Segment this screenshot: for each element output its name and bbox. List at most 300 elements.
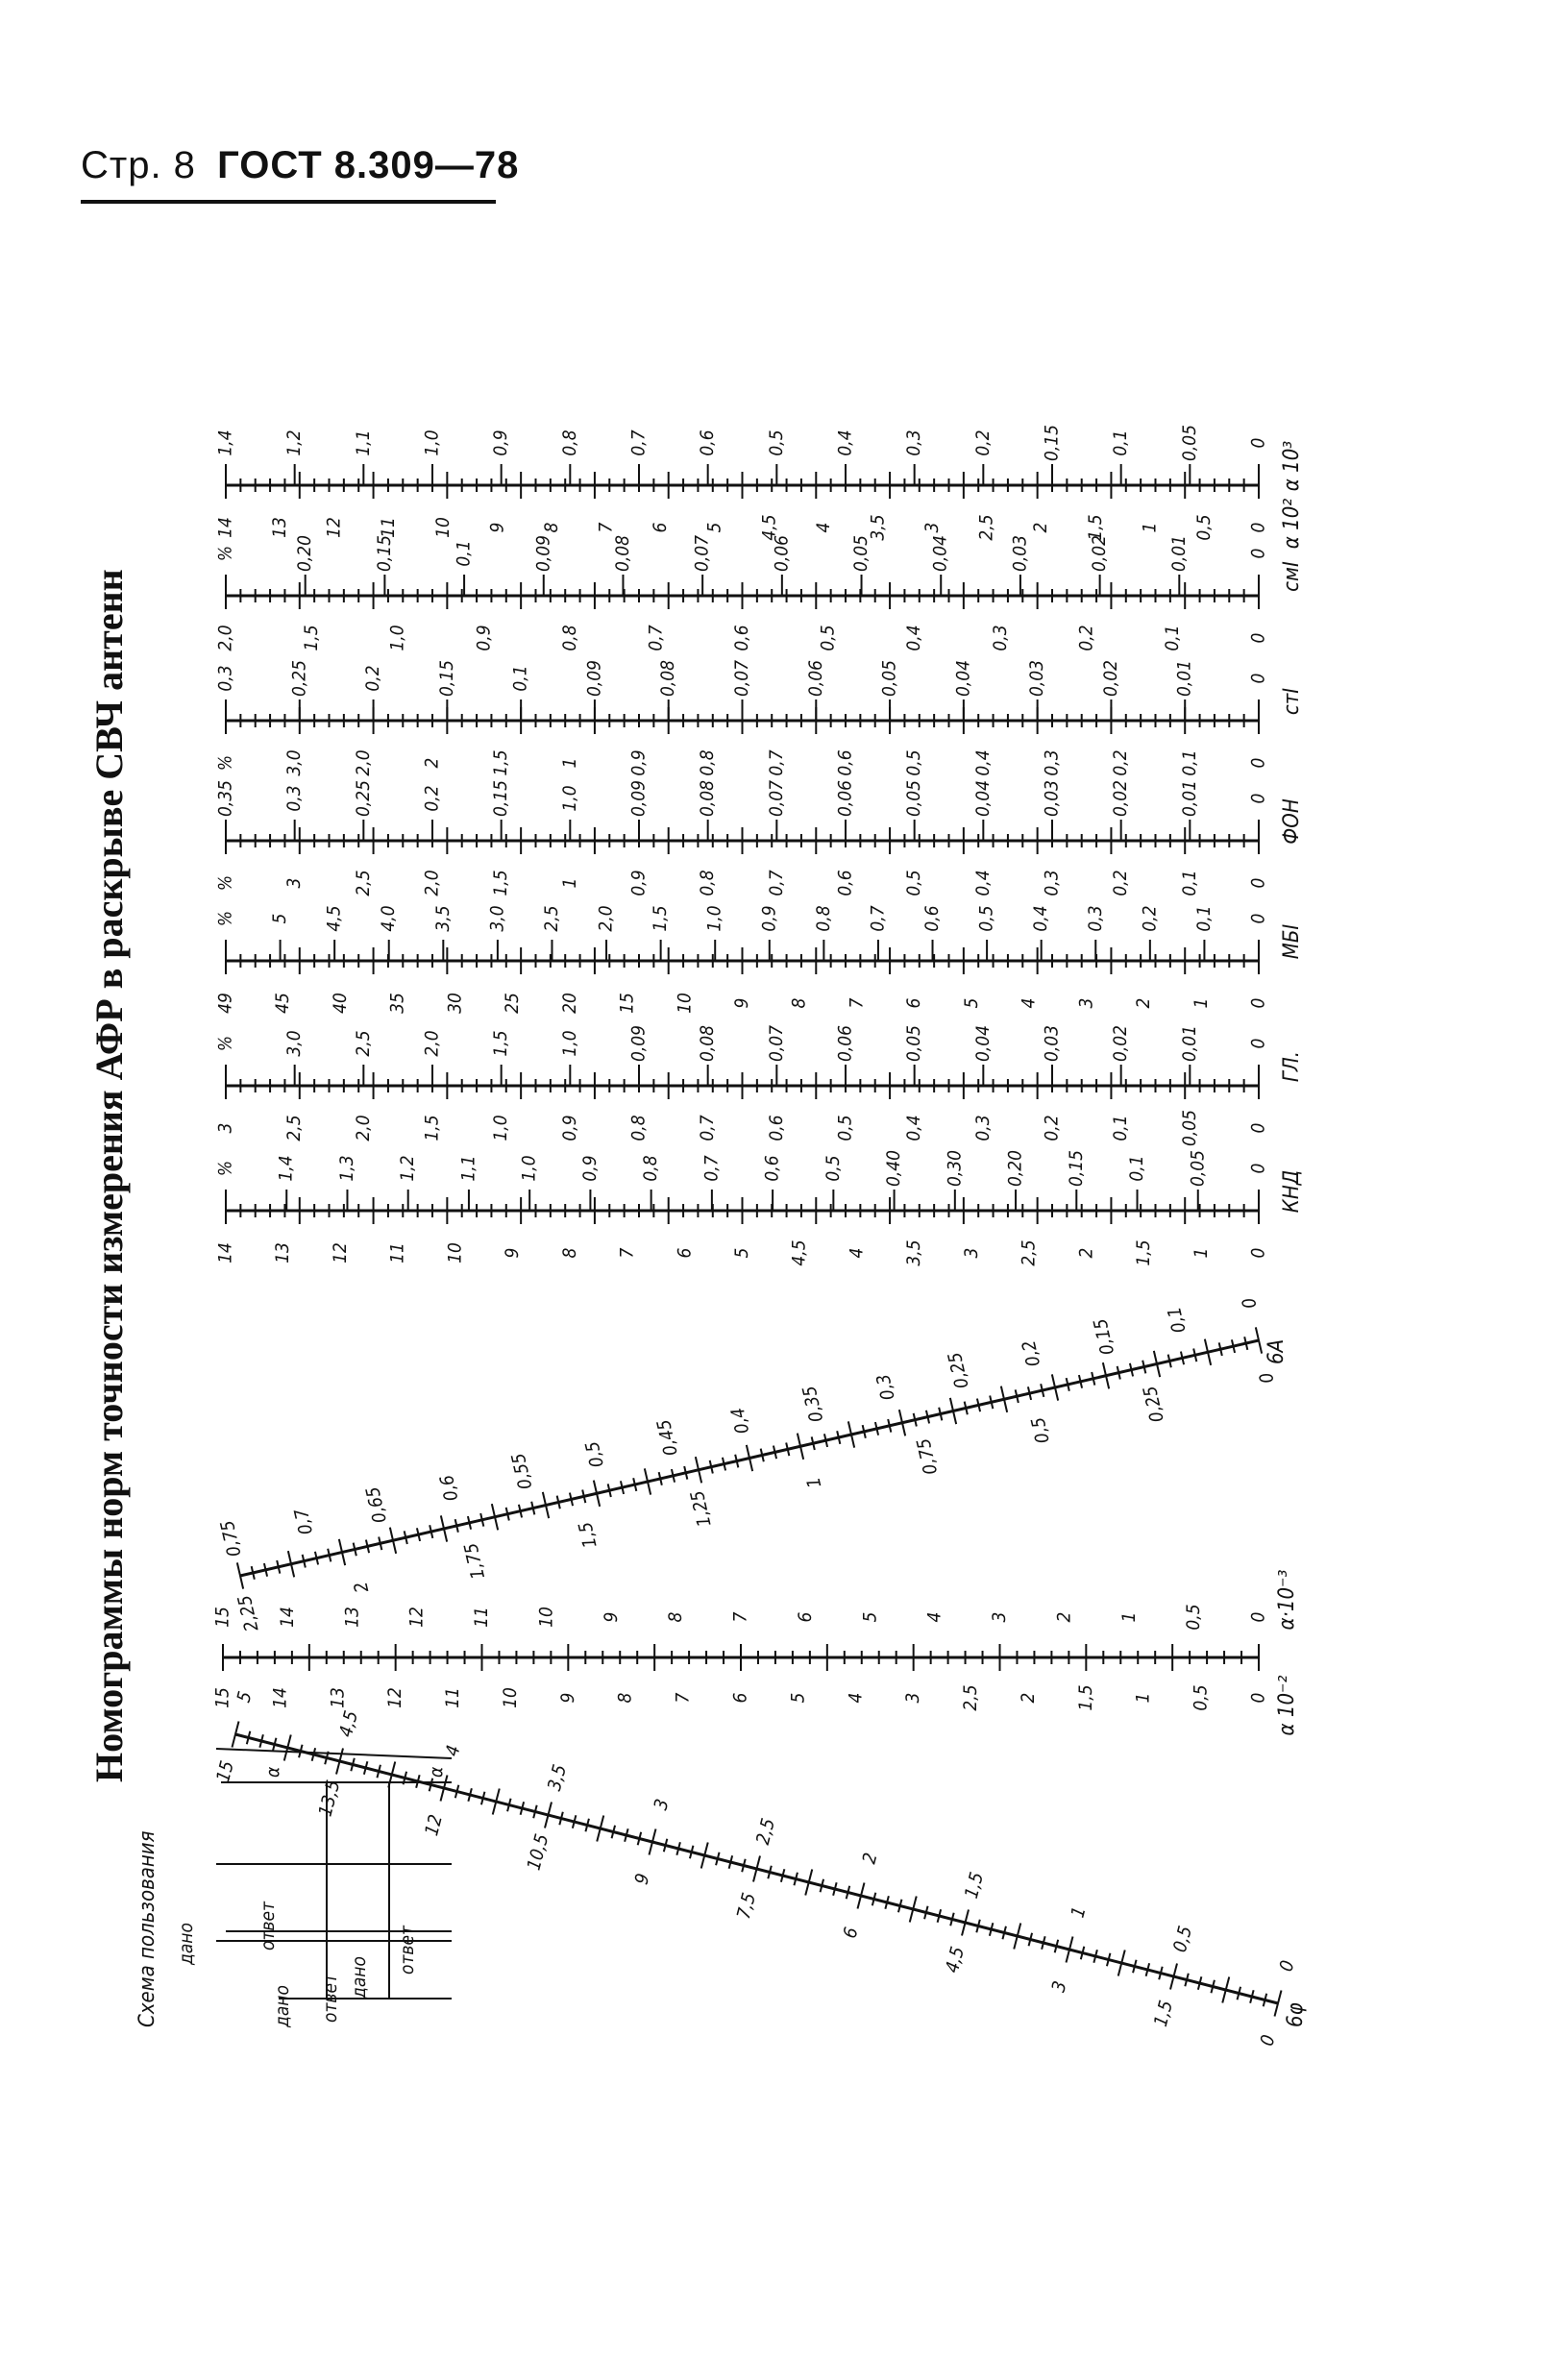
scale-bottom-label: 3,0 [283, 749, 306, 776]
scale-bottom-label: 2,5 [960, 1684, 982, 1711]
scale-top-label: 0,02 [1110, 1024, 1132, 1063]
lower-nomograms [212, 1295, 1309, 2048]
diag-top-label: 0,1 [1164, 1304, 1191, 1336]
diag-bottom-label: 12 [421, 1812, 447, 1838]
scale-top-label: 0,08 [611, 534, 633, 573]
scale-top-label: 0,05 [850, 534, 872, 573]
scale-top-label: 8 [665, 1611, 687, 1623]
diag-top-label: 2 [858, 1851, 882, 1867]
scale-top-label: 1 [1117, 1611, 1140, 1623]
scale-bottom-label: 5 [787, 1692, 809, 1704]
scale-top-label: 0,04 [971, 1024, 994, 1063]
diag-top-label: 0 [1275, 1958, 1299, 1975]
scale-bottom-label: 13 [269, 517, 291, 538]
scale-bottom-label: 15 [616, 993, 638, 1014]
scale-bottom-label: 1 [1190, 997, 1212, 1009]
scale-bottom-label: 2 [1075, 1247, 1097, 1259]
scale-bottom-label: 0,3 [971, 1115, 994, 1141]
scale-bottom-label: 30 [444, 993, 466, 1014]
scale-top-label: 15 [211, 1607, 233, 1628]
scale-top-label: 7 [729, 1611, 751, 1623]
scale-bottom-label: 0 [1247, 632, 1269, 644]
scale-bottom-label: 0,9 [627, 870, 650, 896]
scale-top-label: 0,8 [558, 429, 580, 456]
scale-top-label: 0,05 [1178, 424, 1200, 462]
scale-top-label: 0,5 [765, 429, 787, 456]
scale-top-label: 0,4 [834, 429, 856, 456]
scale-bottom-label: 0 [1247, 757, 1269, 769]
diag-name: 6А [1265, 1338, 1289, 1364]
scale-bottom-label: 0,4 [971, 749, 994, 776]
scale-top-label: 9 [600, 1611, 622, 1623]
scale-bottom-label: 2 [421, 757, 443, 769]
diag-top-label: 0,45 [652, 1417, 682, 1459]
scale-top-label: 0,04 [952, 659, 974, 698]
scale-top-label: 2,5 [540, 905, 562, 932]
scale-bottom-label: 11 [442, 1687, 464, 1708]
scale-bottom-label: 3,5 [903, 1239, 925, 1266]
schema-label: α [426, 1766, 447, 1778]
scale-top-label: 10 [535, 1607, 557, 1628]
scale-top-label: 0,15 [373, 534, 395, 573]
scale-bottom-label: 1,5 [490, 749, 512, 776]
scale-bottom-label: 15 [211, 1687, 233, 1708]
scale-bottom-label: 6 [903, 997, 925, 1009]
scale-bottom-label: 11 [378, 517, 400, 538]
diag-name: 6φ [1284, 2002, 1308, 2027]
scale-top-label: 0,09 [627, 1024, 650, 1063]
scale-bottom-label: 4,5 [788, 1239, 810, 1266]
scale-top-label: 0,8 [812, 905, 834, 932]
scale-gl [215, 1025, 1305, 1146]
scale-top-label: 1,3 [335, 1155, 357, 1182]
diag-top-label: 0,4 [726, 1405, 754, 1436]
scale-top-label: 0 [1247, 1163, 1269, 1174]
scale-top-label: 11 [471, 1607, 492, 1628]
scale-bottom-label: 0 [1247, 1247, 1269, 1259]
scale-bottom-label: 3 [960, 1247, 982, 1259]
diag-bottom-label: 1,75 [460, 1540, 490, 1582]
scale-bottom-label: 40 [329, 993, 351, 1014]
scale-top-label: 0,03 [1041, 1024, 1063, 1063]
diag-top-label: 0,7 [290, 1506, 317, 1537]
scale-top-label: 13 [341, 1607, 363, 1628]
scale-top-label: 0,01 [1178, 1024, 1200, 1063]
scale-name: α·10⁻³ [1275, 1569, 1299, 1631]
scale-top-label: 0,35 [214, 779, 236, 818]
scale-top-label: 0,03 [1026, 659, 1048, 698]
scale-top-label: 0,40 [883, 1149, 905, 1188]
scale-bottom-label: 10 [444, 1242, 466, 1264]
scale-top-label: 3,0 [283, 1030, 306, 1057]
scale-top-label: 2,5 [352, 1030, 374, 1057]
scale-top-label: 0,3 [214, 665, 236, 692]
diag-bottom-label: 3 [1047, 1978, 1071, 1995]
scale-bottom-label: 0 [1247, 997, 1269, 1009]
scale-bottom-label: 0,8 [627, 1115, 650, 1141]
scale-top-label: 0,3 [1084, 905, 1106, 932]
scale-top-label: 1,5 [650, 905, 672, 932]
scale-top-label: 0,08 [657, 659, 679, 698]
scale-top-label: 0,08 [697, 1024, 719, 1063]
schema-label: дано [272, 1985, 293, 2027]
scale-bottom-label: 7 [595, 522, 617, 533]
scale-bottom-label: 9 [502, 1247, 524, 1259]
scale-name-bottom: α 10² [1280, 498, 1304, 550]
scale-top-label: 0,09 [583, 659, 605, 698]
scale-top-label: 0,1 [1110, 429, 1132, 456]
scale-top-label: 1,0 [421, 429, 443, 456]
scale-fon [215, 780, 1305, 896]
scale-top-label: 0,25 [288, 659, 310, 698]
scale-bottom-label: 0,5 [1190, 1684, 1212, 1711]
scale-bottom-label: 14 [214, 517, 236, 538]
scale-top-label: 0,09 [627, 779, 650, 818]
scale-bottom-label: 0,8 [558, 625, 580, 651]
upper-nomograms [215, 425, 1305, 1266]
schema-label: ответ [397, 1926, 418, 1975]
page-number: Стр. 8 [81, 144, 196, 186]
scale-top-label: % [214, 1160, 236, 1177]
scale-top-label: 0,5 [822, 1155, 844, 1182]
scale-top-label: 0,3 [283, 785, 306, 812]
scale-bottom-label: 12 [323, 517, 345, 538]
scale-top-label: 0,2 [971, 429, 994, 456]
scale-bottom-label: 3 [1075, 997, 1097, 1009]
scale-bottom-label: % [214, 754, 236, 772]
scale-top-label: 0,05 [903, 1024, 925, 1063]
scale-bottom-label: 20 [558, 993, 580, 1014]
scale-bottom-label: 2,5 [352, 870, 374, 896]
scale-name: стI [1280, 687, 1304, 716]
scale-name: ФОН [1280, 798, 1304, 845]
diag-bottom-label: 15 [212, 1758, 238, 1784]
scale-top-label: 0,8 [640, 1155, 662, 1182]
scale-bottom-label: 0,6 [731, 625, 752, 651]
scale-top-label: 0,30 [944, 1149, 966, 1188]
scale-bottom-label: 49 [214, 993, 236, 1014]
diag-bottom-label: 0,25 [1139, 1384, 1168, 1425]
scale-top-label: 1,0 [703, 905, 725, 932]
scale-top-label: 0 [1247, 437, 1269, 449]
scale-name-bottom: α 10⁻² [1275, 1675, 1299, 1736]
diag-top-label: 1,5 [960, 1870, 989, 1902]
scale-top-label: 5 [269, 913, 291, 924]
schema-label: α [262, 1766, 283, 1778]
diag-top-label: 0,5 [581, 1438, 608, 1470]
scale-top-label: 0,15 [1041, 424, 1063, 462]
scale-top-label: 3,0 [486, 905, 508, 932]
diag-top-label: 5 [233, 1689, 257, 1705]
scale-top-label: 3 [989, 1611, 1010, 1623]
scale-top-label: 0,03 [1041, 779, 1063, 818]
scale-bottom-label: 7 [616, 1247, 638, 1259]
scale-bottom-label: 14 [269, 1687, 291, 1708]
diag-bottom-label: 1 [802, 1475, 826, 1490]
scale-bottom-label: 2,0 [352, 749, 374, 776]
scale-bottom-label: 3 [214, 1122, 236, 1134]
scale-bottom-label: 0,7 [645, 625, 667, 651]
scale-top-label: 0 [1247, 793, 1269, 804]
diag-bottom-label: 0 [1255, 1370, 1279, 1386]
scale-bottom-label: 6 [674, 1247, 696, 1259]
scale-top-label: 2,0 [421, 1030, 443, 1057]
scale-top-label: 0,2 [1139, 905, 1161, 932]
schema-label: ответ [320, 1974, 341, 2023]
scale-top-label: 0,6 [921, 905, 944, 932]
diag-top-label: 4 [441, 1743, 465, 1759]
scale-bottom-label: 2,5 [283, 1115, 306, 1141]
scale-top-label: 0,01 [1167, 534, 1190, 573]
scale-alpha [215, 425, 1305, 549]
scale-bottom-label: 0,3 [1041, 749, 1063, 776]
scale-top-label: 0 [1247, 548, 1269, 559]
diag-bottom-label: 7,5 [732, 1890, 761, 1922]
scale-bottom-label: 0,7 [765, 749, 787, 776]
scale-bottom-label: 1,5 [490, 870, 512, 896]
scale-bottom-label: 0,9 [627, 749, 650, 776]
scale-bottom-label: 0,5 [1192, 514, 1215, 541]
scale-top-label: 1,0 [558, 785, 580, 812]
scale-bottom-label: 10 [431, 517, 454, 538]
diag-bottom-label: 2 [350, 1580, 374, 1595]
scale-bottom-label: 0,7 [765, 870, 787, 896]
diag-top-label: 0,5 [1168, 1924, 1197, 1955]
scale-bottom-label: 0 [1247, 1692, 1269, 1704]
scale-top-label: 1,1 [352, 429, 374, 456]
scale-bottom-label: 4,5 [758, 514, 780, 541]
diag-top-label: 0,2 [1018, 1337, 1045, 1369]
scale-top-label: 0,04 [971, 779, 994, 818]
scale-top-label: % [214, 545, 236, 562]
scale-top-label: 0,04 [929, 534, 951, 573]
scale-bottom-label: 2 [1030, 522, 1052, 533]
scale-bottom-label: 0,5 [834, 1115, 856, 1141]
scale-top-label: 2 [1053, 1611, 1075, 1623]
scale-top-label: 0,15 [1065, 1149, 1087, 1188]
scale-sigma-a [217, 1295, 1289, 1633]
scale-bottom-label: 11 [386, 1242, 408, 1264]
scale-top-label: 0,01 [1173, 659, 1195, 698]
diag-top-label: 0,35 [798, 1384, 828, 1425]
scale-top-label: 0,20 [1004, 1149, 1026, 1188]
diag-top-label: 0 [1238, 1295, 1262, 1311]
scale-top-label: 0,6 [761, 1155, 783, 1182]
scale-top-label: 0,25 [352, 779, 374, 818]
diag-top-label: 0,75 [216, 1518, 246, 1559]
scale-top-label: 1,5 [490, 1030, 512, 1057]
scale-top-label: 0,9 [758, 905, 780, 932]
standard-code: ГОСТ 8.309—78 [217, 144, 520, 186]
scale-bottom-label: 10 [499, 1687, 521, 1708]
diag-top-label: 1 [1067, 1904, 1091, 1921]
scale-bottom-label: 4 [845, 1692, 867, 1704]
scale-top-label: 0,07 [765, 779, 787, 818]
scale-top-label: 4,0 [378, 905, 400, 932]
scale-bottom-label: 12 [329, 1242, 351, 1264]
scale-top-label: 0,09 [532, 534, 554, 573]
scale-bottom-label: 1 [1139, 522, 1161, 533]
scale-bottom-label: 0,5 [903, 870, 925, 896]
scale-top-label: 1,1 [457, 1155, 479, 1182]
scale-bottom-label: 8 [558, 1247, 580, 1259]
diag-bottom-label: 0 [1256, 2032, 1280, 2049]
scale-bottom-label: 0,1 [1178, 749, 1200, 776]
scale-bottom-label: 9 [486, 522, 508, 533]
scale-bottom-label: 1 [558, 877, 580, 889]
scale-bottom-label: 7 [672, 1692, 694, 1704]
scale-top-label: 0,2 [362, 665, 384, 692]
scale-top-label: % [214, 1035, 236, 1052]
scale-top-label: 3,5 [431, 905, 454, 932]
scale-name: КНД [1280, 1169, 1304, 1214]
scale-bottom-label: 0,9 [473, 625, 495, 651]
scale-bottom-label: 8 [788, 997, 810, 1009]
scale-top-label: 5 [859, 1611, 881, 1623]
scale-bottom-label: 1,5 [421, 1115, 443, 1141]
scale-bottom-label: 5 [731, 1247, 752, 1259]
diag-top-label: 3,5 [543, 1762, 572, 1794]
scale-bottom-label: 0,6 [834, 870, 856, 896]
scale-bottom-label: 2 [1017, 1692, 1039, 1704]
diag-top-label: 0,6 [435, 1472, 463, 1504]
scale-bottom-label: 2,5 [975, 514, 997, 541]
diag-top-label: 0,3 [872, 1371, 899, 1403]
diag-bottom-label: 6 [839, 1925, 863, 1941]
diag-bottom-label: 1,5 [575, 1519, 602, 1551]
scale-top-label: 0,07 [731, 659, 752, 698]
scale-top-label: 0,20 [294, 534, 316, 573]
diag-bottom-label: 0,5 [1027, 1414, 1054, 1446]
scale-bottom-label: 2 [1133, 997, 1155, 1009]
scale-top-label: 0,5 [1183, 1604, 1205, 1631]
scale-top-label: 0,7 [700, 1155, 723, 1182]
scale-top-label: 0,03 [1009, 534, 1031, 573]
scale-top-label: 12 [405, 1607, 428, 1628]
scale-bottom-label: 3 [902, 1692, 924, 1704]
diag-bottom-label: 13,5 [314, 1778, 345, 1819]
scale-top-label: 1,2 [397, 1155, 419, 1182]
scale-bottom-label: 0,6 [765, 1115, 787, 1141]
usage-schema [135, 1749, 452, 2028]
scale-bottom-label: 6 [650, 522, 672, 533]
diag-bottom-label: 0,75 [913, 1435, 943, 1477]
scale-top-label: 0 [1247, 1611, 1269, 1623]
scale-bottom-label: 45 [272, 993, 294, 1014]
scale-bottom-label: 3 [921, 522, 944, 533]
scale-bottom-label: 0,6 [834, 749, 856, 776]
scale-top-label: 0,02 [1099, 659, 1121, 698]
scale-top-label: 0 [1247, 1038, 1269, 1049]
scale-bottom-label: 0,4 [971, 870, 994, 896]
page-title: Номограммы норм точности измерения АФР в раскрыве СВЧ антенн [87, 569, 131, 1782]
scale-bottom-label: 35 [386, 993, 408, 1014]
scale-top-label: 0,02 [1110, 779, 1132, 818]
scale-bottom-label: 4 [812, 522, 834, 533]
scale-bottom-label: 0,5 [903, 749, 925, 776]
diag-top-label: 0,55 [507, 1451, 537, 1492]
scale-name: ГЛ. [1280, 1050, 1304, 1083]
scale-sigma-phi [212, 1689, 1308, 2048]
scale-bottom-label: 0,3 [989, 625, 1011, 651]
scale-bottom-label: 0,4 [903, 625, 925, 651]
scale-top-label: 0,15 [435, 659, 457, 698]
diag-bottom-label: 1,5 [1149, 1998, 1178, 2029]
scale-bottom-label: 9 [731, 997, 752, 1009]
scale-top-label: 1,0 [518, 1155, 540, 1182]
scale-top-label: 0,15 [490, 779, 512, 818]
scale-top-label: 1,4 [214, 429, 236, 456]
diag-bottom-label: 10,5 [523, 1831, 553, 1873]
scale-bottom-label: 0,1 [1178, 870, 1200, 896]
scale-top-label: 0,07 [691, 534, 713, 573]
scale-bottom-label: 7 [846, 997, 868, 1009]
scale-bottom-label: 2,0 [214, 625, 236, 651]
diag-top-label: 3 [650, 1797, 674, 1813]
scale-top-label: 4,5 [323, 905, 345, 932]
scale-bottom-label: 1 [558, 757, 580, 769]
diag-bottom-label: 9 [630, 1871, 654, 1887]
scale-bottom-label: 1,5 [1084, 514, 1106, 541]
scale-bottom-label: 3 [283, 877, 306, 889]
scale-top-label: 1,2 [283, 429, 306, 456]
scale-bottom-label: 0,1 [1161, 625, 1183, 651]
scale-top-label: 0,3 [903, 429, 925, 456]
schema-label: дано [349, 1956, 370, 1999]
scale-top-label: 0,2 [421, 785, 443, 812]
scale-bottom-label: 5 [960, 997, 982, 1009]
scale-bottom-label: 0 [1247, 522, 1269, 533]
scale-top-label: 0,06 [804, 659, 826, 698]
scale-bottom-label: 1,5 [301, 625, 323, 651]
scale-top-label: 0,05 [1187, 1149, 1209, 1188]
scale-bottom-label: 3,5 [867, 514, 889, 541]
scale-top-label: 0,08 [697, 779, 719, 818]
diag-top-label: 0,65 [361, 1484, 391, 1526]
scale-name: смI [1280, 561, 1304, 592]
scale-mbi [215, 905, 1305, 1014]
scale-bottom-label: 2,0 [352, 1115, 374, 1141]
scale-bottom-label: 1,0 [386, 625, 408, 651]
schema-label: ответ [258, 1902, 279, 1951]
scale-top-label: 0 [1247, 673, 1269, 684]
diag-top-label: 4,5 [334, 1708, 363, 1740]
scale-top-label: 0,9 [490, 429, 512, 456]
scale-bottom-label: 0 [1247, 877, 1269, 889]
scale-name: α 10³ [1280, 440, 1304, 492]
scale-smi [215, 535, 1305, 651]
scale-bottom-label: 13 [327, 1687, 349, 1708]
scale-top-label: 0,07 [765, 1024, 787, 1063]
scale-bottom-label: 4 [1018, 997, 1040, 1009]
schema-label: дано [176, 1923, 197, 1965]
scale-alpha-vertical [212, 1569, 1300, 1735]
scale-bottom-label: 0,2 [1041, 1115, 1063, 1141]
scale-knd [215, 1150, 1305, 1266]
diag-top-label: 0,25 [944, 1350, 973, 1391]
scale-top-label: 0,06 [771, 534, 793, 573]
diag-top-label: 2,5 [751, 1816, 780, 1848]
scale-top-label: 0,1 [1126, 1155, 1148, 1182]
diag-bottom-label: 2,25 [233, 1593, 263, 1634]
scale-top-label: 0 [1247, 913, 1269, 924]
scale-top-label: 0,5 [975, 905, 997, 932]
scale-top-label: % [214, 910, 236, 927]
diag-bottom-label: 4,5 [941, 1944, 970, 1975]
scale-top-label: 0,02 [1089, 534, 1111, 573]
scale-bottom-label: 0,3 [1041, 870, 1063, 896]
scale-bottom-label: 1,5 [1074, 1684, 1096, 1711]
